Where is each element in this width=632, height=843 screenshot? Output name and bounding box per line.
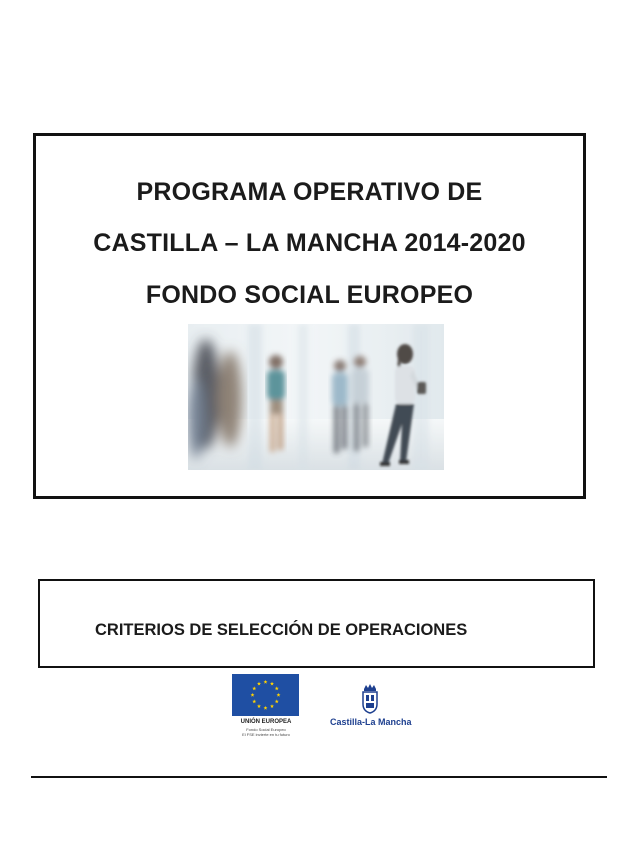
- eu-logo-label: UNIÓN EUROPEA: [240, 719, 292, 725]
- cover-photo-people-walking: [188, 324, 444, 470]
- footer-divider: [31, 776, 607, 778]
- document-subtitle: CRITERIOS DE SELECCIÓN DE OPERACIONES: [95, 621, 468, 639]
- eu-logo-motto: El FSE invierte en tu futuro: [242, 732, 290, 737]
- regional-crest-icon: [360, 684, 380, 714]
- subtitle-box: [38, 579, 595, 668]
- eu-fse-logo: [232, 674, 300, 750]
- eu-logo-fund: Fondo Social Europeo: [246, 727, 286, 732]
- castilla-la-mancha-label: Castilla-La Mancha: [330, 717, 412, 727]
- castilla-la-mancha-logo: [330, 684, 410, 732]
- eu-flag-icon: [232, 674, 299, 716]
- title-line-2: CASTILLA – LA MANCHA 2014-2020: [93, 229, 526, 257]
- title-line-3: FONDO SOCIAL EUROPEO: [145, 281, 474, 309]
- cover-title-box: [33, 133, 586, 499]
- title-line-1: PROGRAMA OPERATIVO DE: [136, 178, 483, 206]
